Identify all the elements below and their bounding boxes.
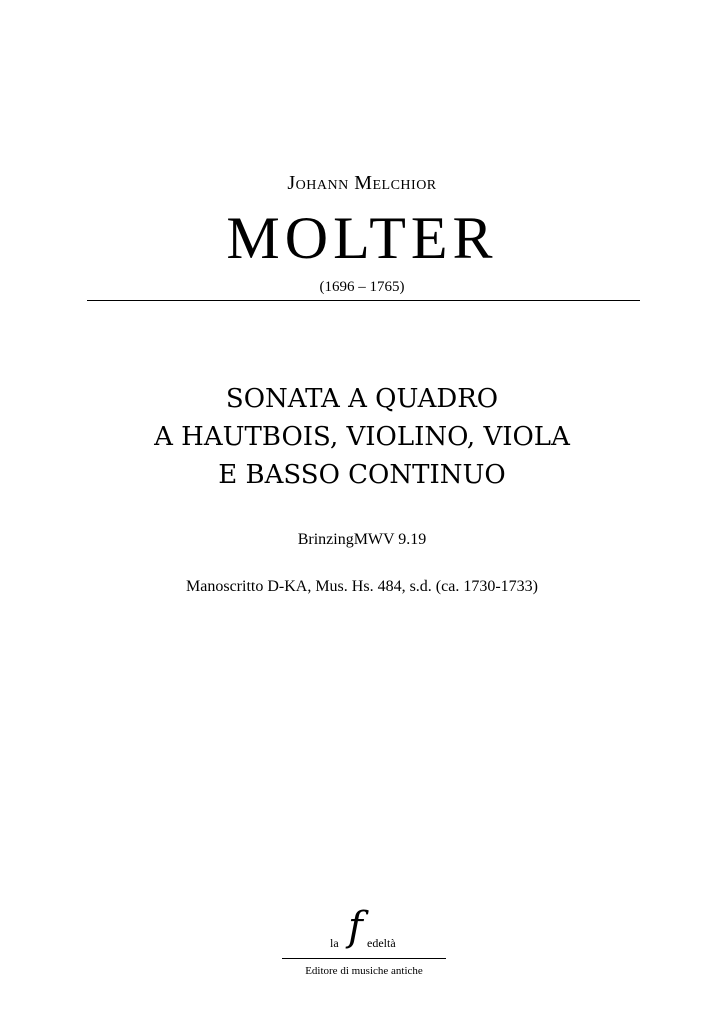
work-title-line-3: E BASSO CONTINUO xyxy=(218,460,506,490)
composer-dates: (1696 – 1765) xyxy=(319,279,405,295)
publisher-logo xyxy=(282,898,446,962)
composer-first-names: Johann Melchior xyxy=(287,172,437,194)
manuscript-source: Manoscritto D-KA, Mus. Hs. 484, s.d. (ca. 1730-1733) xyxy=(186,578,538,595)
logo-divider xyxy=(282,958,446,959)
logo-edelta-text: edeltà xyxy=(367,936,396,950)
header-divider xyxy=(87,300,640,301)
logo-f-letter: f xyxy=(348,904,363,950)
publisher-block xyxy=(282,898,446,988)
work-title xyxy=(0,380,724,494)
logo-la-text: la xyxy=(330,936,339,950)
work-title-line-1: SONATA A QUADRO xyxy=(225,384,499,414)
publisher-tagline: Editore di musiche antiche xyxy=(305,965,423,977)
composer-surname: MOLTER xyxy=(226,205,498,271)
work-title-line-2: A HAUTBOIS, VIOLINO, VIOLA xyxy=(154,422,570,452)
catalog-number: BrinzingMWV 9.19 xyxy=(297,531,427,548)
